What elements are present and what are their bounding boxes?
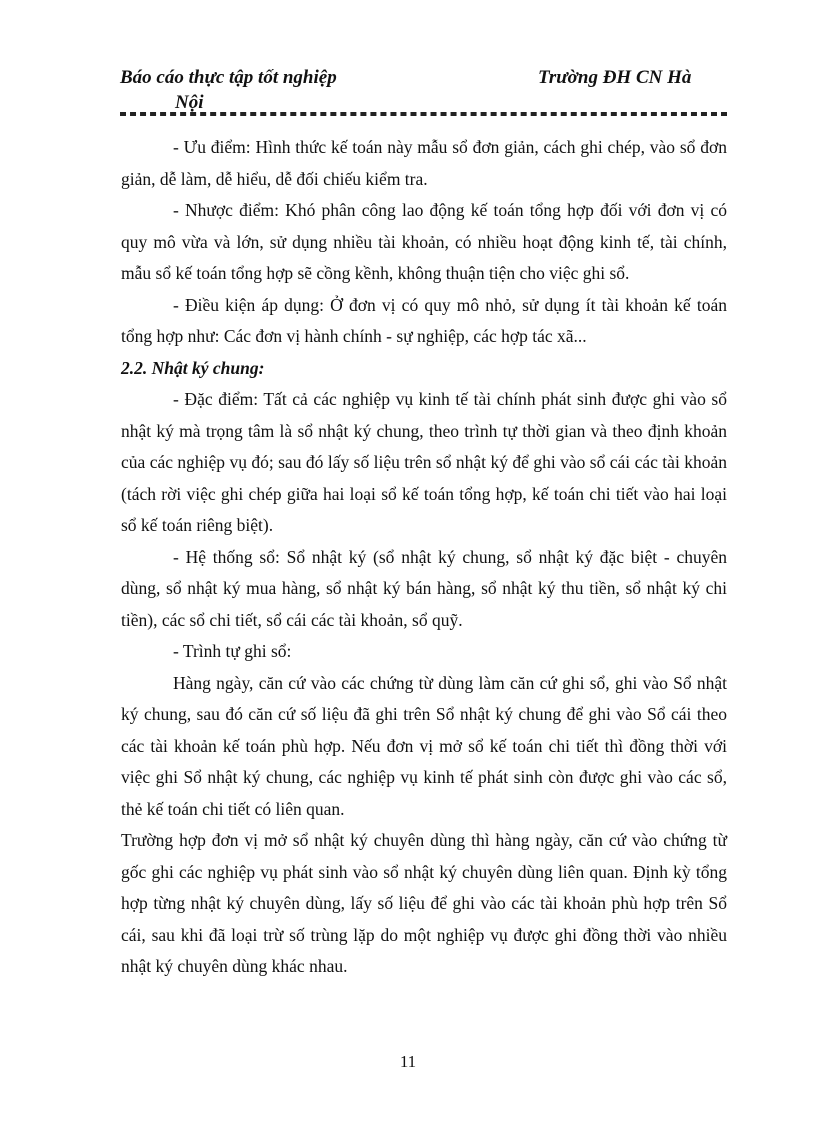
page-number: 11: [399, 1052, 417, 1071]
header-divider: [120, 112, 727, 116]
header-report-title: Báo cáo thực tập tốt nghiệp: [120, 67, 337, 88]
paragraph-characteristics: - Đặc điểm: Tất cả các nghiệp vụ kinh tế tài chính phát sinh được ghi vào sổ nhật ký mà trọng tâm là sổ nhật ký chung, theo trình tự thời gian và theo định khoản của các nghiệp vụ đó; sau đó lấy số liệu trên sổ nhật ký để ghi vào sổ cái các tài khoản (tách rời việc ghi chép giữa hai loại sổ kế toán tổng hợp, kế toán chi tiết vào hai loại sổ kế toán riêng biệt).: [121, 389, 727, 535]
header-school-name: Trường ĐH CN Hà: [538, 67, 692, 88]
page-header: [120, 66, 730, 116]
section-heading: 2.2. Nhật ký chung:: [121, 357, 265, 378]
paragraph-book-system: - Hệ thống sổ: Sổ nhật ký (sổ nhật ký chung, sổ nhật ký đặc biệt - chuyên dùng, sổ nhật ký mua hàng, sổ nhật ký bán hàng, sổ nhật ký thu tiền, sổ nhật ký chi tiền), các sổ chi tiết, sổ cái các tài khoản, sổ quỹ.: [121, 546, 727, 630]
header-school-name-continued: Nội: [175, 92, 204, 113]
paragraph-recording-order: - Trình tự ghi sổ:: [173, 641, 292, 661]
paragraph-daily-procedure: Hàng ngày, căn cứ vào các chứng từ dùng làm căn cứ ghi sổ, ghi vào Sổ nhật ký chung, sau đó căn cứ số liệu đã ghi trên Sổ nhật ký chung để ghi vào Sổ cái theo các tài khoản kế toán phù hợp. Nếu đơn vị mở sổ kế toán chi tiết thì đồng thời với việc ghi Sổ nhật ký chung, các nghiệp vụ kinh tế phát sinh còn được ghi vào các sổ, thẻ kế toán chi tiết có liên quan.: [121, 672, 727, 819]
paragraph-conditions: - Điều kiện áp dụng: Ở đơn vị có quy mô nhỏ, sử dụng ít tài khoản kế toán tổng hợp như: Các đơn vị hành chính - sự nghiệp, các hợp tác xã...: [121, 294, 727, 346]
document-body: [121, 132, 727, 983]
paragraph-special-journal: Trường hợp đơn vị mở sổ nhật ký chuyên dùng thì hàng ngày, căn cứ vào chứng từ gốc ghi các nghiệp vụ phát sinh vào sổ nhật ký chuyên dùng liên quan. Định kỳ tổng hợp từng nhật ký chuyên dùng, lấy số liệu để ghi vào các tài khoản phù hợp trên Sổ cái, sau khi đã loại trừ số trùng lặp do một nghiệp vụ được ghi đồng thời vào nhiều nhật ký chuyên dùng khác nhau.: [121, 830, 727, 976]
paragraph-advantages: - Ưu điểm: Hình thức kế toán này mẫu sổ đơn giản, cách ghi chép, vào sổ đơn giản, dễ làm, dễ hiểu, dễ đối chiếu kiểm tra.: [121, 137, 727, 189]
paragraph-disadvantages: - Nhược điểm: Khó phân công lao động kế toán tổng hợp đối với đơn vị có quy mô vừa và lớn, sử dụng nhiều tài khoản, có nhiều hoạt động kinh tế, tài chính, mẫu sổ kế toán tổng hợp sẽ cồng kềnh, không thuận tiện cho việc ghi sổ.: [121, 200, 727, 283]
